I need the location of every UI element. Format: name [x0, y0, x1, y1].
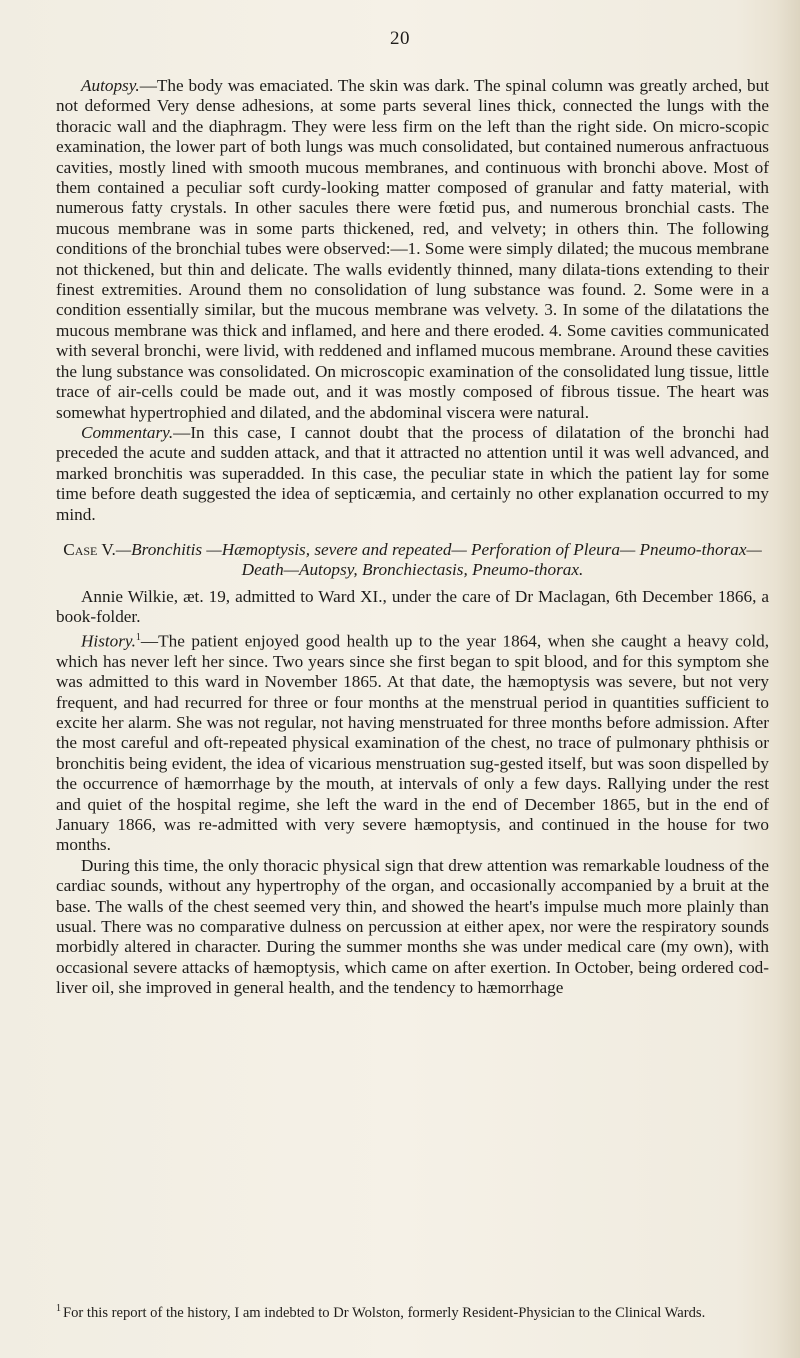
autopsy-heading: Autopsy. — [81, 76, 140, 95]
commentary-paragraph — [56, 423, 769, 525]
case-title: —Bronchitis —Hæmoptysis, severe and repeated— Perforation of Pleura— Pneumo-thorax—Death—Autopsy, Bronchiectasis, Pneumo-thorax. — [115, 539, 762, 580]
during-paragraph: During this time, the only thoracic physical sign that drew attention was remarkable loudness of the cardiac sounds, without any hypertrophy of the organ, and occasionally accompanied by a bruit at the base. The walls of the chest seemed very thin, and showed the heart's impulse much more plainly than usual. There was no comparative dulness on percussion at either apex, nor were the respiratory sounds morbidly altered in character. During the summer months she was under medical care (my own), with occasional severe attacks of hæmoptysis, which came on after exertion. In October, being ordered cod-liver oil, she improved in general health, and the tendency to hæmorrhage — [56, 855, 769, 998]
history-heading: History. — [81, 631, 136, 651]
commentary-text: —In this case, I cannot doubt that the process of dilatation of the bronchi had preceded the acute and sudden attack, and that it attracted no attention until it was well advanced, and marked bronchitis was superadded. In this case, the peculiar state in which the patient lay for some time before death suggested the idea of septicæmia, and certainly no other explanation occurred to my mind. — [56, 422, 769, 524]
history-paragraph — [56, 628, 769, 856]
autopsy-text: —The body was emaciated. The skin was dark. The spinal column was greatly arched, but not deformed Very dense adhesions, at some parts several lines thick, connected the lungs with the thoracic wall and the diaphragm. They were less firm on the left than the right side. On micro-scopic examination, the lower part of both lungs was much consolidated, but contained numerous anfractuous cavities, mostly lined with smooth mucous membranes, and continuous with bronchi above. Most of them contained a peculiar soft curdy-looking matter composed of granular and fatty material, with numerous fatty crystals. In other sacules there were fœtid pus, and numerous bronchial casts. The mucous membrane was in some parts thickened, red, and velvety; in others thin. The following conditions of the bronchial tubes were observed:—1. Some were simply dilated; the mucous membrane not thickened, but thin and delicate. The walls evidently thinned, many dilata-tions extending to their finest extremities. Around them no consolidation of lung substance was found. 2. Some were in a condition essentially similar, but the mucous membrane was velvety. 3. In some of the dilatations the mucous membrane was thick and inflamed, and here and there eroded. 4. Some cavities communicated with several bronchi, were livid, with reddened and inflamed mucous membrane. Around these cavities the lung substance was consolidated. On microscopic examination of the consolidated lung tissue, little trace of air-cells could be made out, and it was mostly composed of fibrous tissue. The heart was somewhat hypertrophied and dilated, and the abdominal viscera were natural. — [56, 76, 769, 422]
page-number: 20 — [390, 28, 410, 49]
history-footnote-mark: 1 — [135, 631, 141, 643]
autopsy-paragraph — [56, 76, 769, 423]
footnote-mark: 1 — [56, 1303, 61, 1314]
body-text — [56, 76, 769, 999]
case-lead: Case V. — [63, 539, 116, 559]
case-intro: Annie Wilkie, æt. 19, admitted to Ward XI., under the care of Dr Maclagan, 6th December 1866, a book-folder. — [56, 586, 769, 627]
footnote-text: For this report of the history, I am indebted to Dr Wolston, formerly Resident-Physician to the Clinical Wards. — [63, 1304, 706, 1321]
case-heading — [56, 540, 769, 581]
footnote — [56, 1300, 769, 1322]
history-text: —The patient enjoyed good health up to the year 1864, when she caught a heavy cold, which has never left her since. Two years since she first began to spit blood, and for this symptom she was admitted to this ward in November 1865. At that date, the hæmoptysis was severe, but not very frequent, and had recurred for three or four months at the menstrual period in quantities sufficient to excite her alarm. She was not regular, not having menstruated for three months before admission. After the most careful and oft-repeated physical examination of the chest, no trace of pulmonary phthisis or bronchitis being evident, the idea of vicarious menstruation sug-gested itself, but was soon dispelled by the occurrence of hæmorrhage by the mouth, at intervals of only a few days. Rallying under the rest and quiet of the hospital regime, she left the ward in the end of December 1865, but in the end of January 1866, was re-admitted with very severe hæmoptysis, and continued in the house for two months. — [56, 631, 769, 855]
commentary-heading: Commentary. — [81, 422, 174, 442]
